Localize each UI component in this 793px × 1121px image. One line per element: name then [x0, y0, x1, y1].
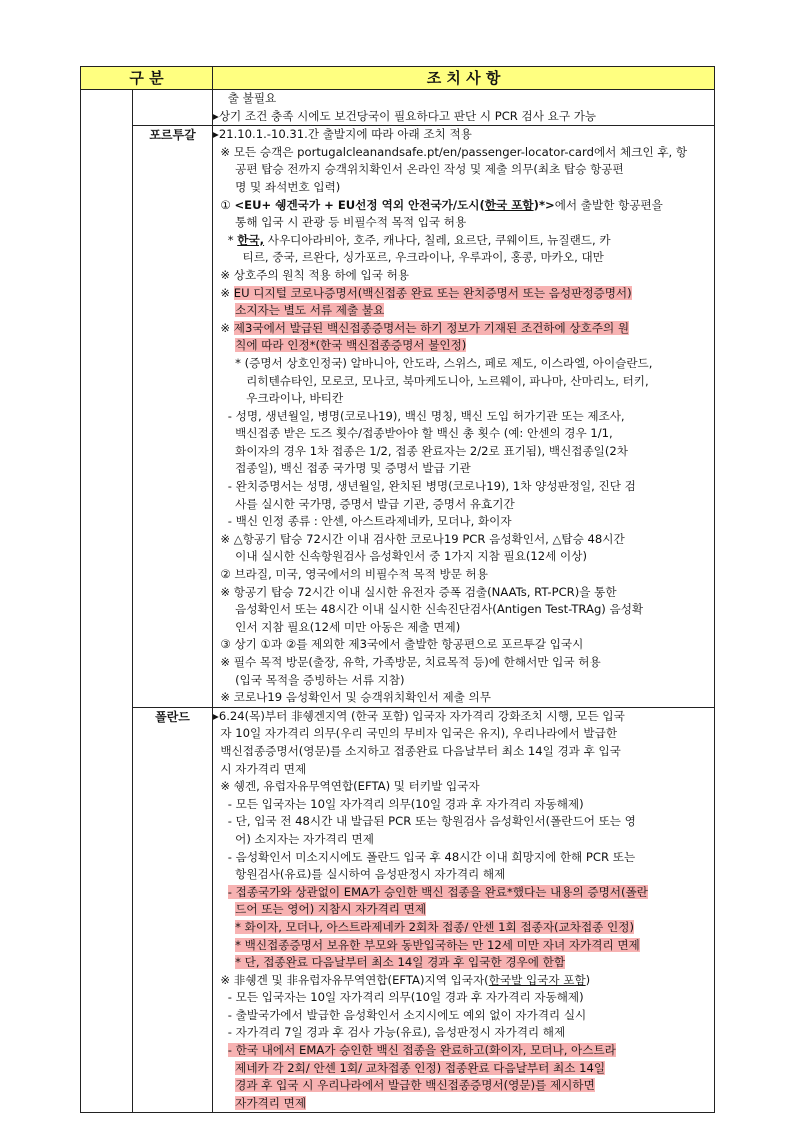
- text-line: 백신접종 받은 도즈 횟수/접종받아야 할 백신 총 횟수 (예: 안센의 경우 1/1,: [213, 426, 613, 441]
- table-row-continued: [81, 90, 715, 126]
- text-line: 리히텐슈타인, 모로코, 모나코, 북마케도니아, 노르웨이, 파나마, 산마리노, 터키,: [213, 373, 649, 388]
- text-span: [213, 1078, 235, 1092]
- text-span: *: [213, 232, 238, 247]
- text-line: [213, 232, 714, 250]
- text-line: [213, 302, 714, 320]
- header-measures: 조 치 사 항: [213, 67, 715, 90]
- text-line: ▸상기 조건 충족 시에도 보건당국이 필요하다고 판단 시 PCR 검사 요구 가능: [213, 108, 597, 123]
- text-span: 사우디아라비아, 호주, 캐나다, 칠레, 요르단, 쿠웨이트, 뉴질랜드, 카: [264, 232, 611, 247]
- text-line: - 백신 인정 종류 : 안센, 아스트라제네카, 모더나, 화이자: [213, 514, 512, 529]
- text-line: 화이자의 경우 1차 접종은 1/2, 접종 완료자는 2/2로 표기됨), 백신접종일(2차: [213, 443, 628, 458]
- country-cell-blank: [133, 90, 213, 126]
- text-line: 백신접종증명서(영문)를 소지하고 접종완료 다음날부터 최소 14일 경과 후 입국: [213, 743, 621, 758]
- text-line: 인서 지참 필요(12세 미만 아동은 제출 면제): [213, 619, 461, 634]
- underlined-span: 한국발 입국자 포함: [488, 972, 586, 987]
- text-line: [213, 197, 714, 215]
- text-line: ③ 상기 ①과 ②를 제외한 제3국에서 출발한 항공편으로 포르투갈 입국시: [213, 637, 584, 652]
- text-span: [213, 303, 235, 317]
- text-line: 어) 소지자는 자가격리 면제: [213, 831, 374, 846]
- highlighted-span: - 한국 내에서 EMA가 승인한 백신 접종을 완료하고(화이자, 모더나, 아스트라: [227, 1043, 616, 1058]
- text-line: [213, 919, 714, 937]
- text-span: 에서 출발한 항공편을: [554, 197, 663, 212]
- text-line: ▸21.10.1.-10.31.간 출발지에 따라 아래 조치 적용: [213, 127, 472, 142]
- portugal-content-cell: [213, 126, 715, 708]
- text-line: [213, 337, 714, 355]
- highlighted-span: - 접종국가와 상관없이 EMA가 승인한 백신 접종을 완료*했다는 내용의 증명서(폴란: [227, 884, 648, 899]
- text-span: [213, 1043, 228, 1057]
- text-line: ▸6.24(목)부터 非쉥겐지역 (한국 포함) 입국자 자가격리 강화조치 시행, 모든 입국: [213, 708, 625, 723]
- text-line: ※ 상호주의 원칙 적용 하에 입국 허용: [213, 267, 410, 282]
- measures-table: [80, 66, 715, 1113]
- text-line: (입국 목적을 증빙하는 서류 지참): [213, 672, 405, 687]
- text-span: [213, 1061, 235, 1075]
- continued-content-cell: [213, 90, 715, 126]
- text-line: [213, 972, 714, 990]
- text-line: - 완치증명서는 성명, 생년월일, 완치된 병명(코로나19), 1차 양성판정일, 진단 검: [213, 479, 636, 494]
- text-line: 우크라이나, 바티칸: [213, 391, 344, 406]
- text-line: [213, 1042, 714, 1060]
- text-span: ①: [213, 197, 235, 212]
- poland-content-cell: [213, 707, 715, 1113]
- text-span: [213, 938, 235, 952]
- text-span: [213, 920, 235, 934]
- text-line: ※ △항공기 탑승 72시간 이내 검사한 코로나19 PCR 음성확인서, △탑승 48시간: [213, 531, 625, 546]
- text-line: [213, 1060, 714, 1078]
- text-line: 접종일), 백신 접종 국가명 및 증명서 발급 기관: [213, 461, 471, 476]
- text-span: [213, 1096, 235, 1110]
- text-line: ※ 쉥겐, 유럽자유무역연합(EFTA) 및 터키발 입국자: [213, 779, 480, 794]
- text-line: 출 불필요: [213, 91, 277, 105]
- text-line: 명 및 좌석번호 입력): [213, 179, 341, 194]
- text-span: ): [585, 972, 591, 987]
- text-span: [213, 885, 228, 899]
- text-line: * (증명서 상호인정국) 알바니아, 안도라, 스위스, 페로 제도, 이스라엘, 아이슬란드,: [213, 355, 653, 370]
- text-line: [213, 901, 714, 919]
- highlighted-span: 자가격리 면제: [235, 1095, 307, 1110]
- highlighted-span: 제네카 각 2회/ 안센 1회/ 교차접종 인정) 접종완료 다음날부터 최소 14일: [235, 1060, 606, 1075]
- table-row-portugal: [81, 126, 715, 708]
- text-line: - 모든 입국자는 10일 자가격리 의무(10일 경과 후 자가격리 자동해제): [213, 796, 584, 811]
- bold-span: )*>: [533, 197, 555, 212]
- text-line: 음성확인서 또는 48시간 이내 실시한 신속진단검사(Antigen Test-TRAg) 음성확: [213, 602, 644, 617]
- text-line: 사를 실시한 국가명, 증명서 발급 기관, 증명서 유효기간: [213, 496, 515, 511]
- text-line: - 단, 입국 전 48시간 내 발급된 PCR 또는 항원검사 음성확인서(폴란드어 또는 영: [213, 814, 636, 829]
- text-line: ※ 모든 승객은 portugalcleanandsafe.pt/en/passenger-locator-card에서 체크인 후, 항: [213, 144, 688, 159]
- text-line: 공편 탑승 전까지 승객위치확인서 온라인 작성 및 제출 의무(최초 탑승 항공편: [213, 162, 624, 177]
- text-line: - 성명, 생년월일, 병명(코로나19), 백신 명칭, 백신 도입 허가기관 또는 제조사,: [213, 408, 625, 423]
- highlighted-span: * 화이자, 모더나, 아스트라제네카 2회차 접종/ 안센 1회 접종자(교차접종 인정): [235, 919, 634, 934]
- text-span: ※: [213, 320, 234, 335]
- text-span: [213, 902, 235, 916]
- text-line: [213, 1095, 714, 1113]
- text-line: [213, 884, 714, 902]
- country-name-poland: 폴란드: [133, 707, 213, 1113]
- highlighted-span: 드어 또는 영어) 지참시 자가격리 면제: [235, 902, 427, 917]
- highlighted-span: 경과 후 입국 시 우리나라에서 발급한 백신접종증명서(영문)를 제시하면: [235, 1078, 595, 1093]
- text-line: - 출발국가에서 발급한 음성확인서 소지시에도 예외 없이 자가격리 실시: [213, 1007, 587, 1022]
- country-name-portugal: 포르투갈: [133, 126, 213, 708]
- text-line: ※ 항공기 탑승 72시간 이내 실시한 유전자 증폭 검출(NAATs, RT-PCR)을 통한: [213, 584, 617, 599]
- text-line: ② 브라질, 미국, 영국에서의 비필수적 목적 방문 허용: [213, 567, 488, 582]
- text-line: ※ 코로나19 음성확인서 및 승객위치확인서 제출 의무: [213, 690, 491, 705]
- highlighted-span: 제3국에서 발급된 백신접종증명서는 하기 정보가 기재된 조건하에 상호주의 원: [233, 320, 630, 335]
- highlighted-span: EU 디지털 코로나증명서(백신접종 완료 또는 완치증명서 또는 음성판정증명서): [233, 285, 632, 300]
- text-line: [213, 285, 714, 303]
- text-line: 티르, 중국, 르완다, 싱가포르, 우크라이나, 우루과이, 홍콩, 마카오, 대만: [213, 250, 604, 265]
- text-line: [213, 1077, 714, 1095]
- blank-column-cell: [81, 90, 133, 1113]
- text-span: ※ 非쉥겐 및 非유럽자유무역연합(EFTA)지역 입국자(: [213, 972, 489, 987]
- text-line: - 자가격리 7일 경과 후 검사 가능(유료), 음성판정시 자가격리 해제: [213, 1025, 566, 1040]
- highlighted-span: 칙에 따라 인정*(한국 백신접종증명서 불인정): [235, 338, 467, 353]
- header-row: [81, 67, 715, 90]
- text-line: 통해 입국 시 관광 등 비필수적 목적 입국 허용: [213, 215, 467, 230]
- text-line: - 음성확인서 미소지시에도 폴란드 입국 후 48시간 이내 희망지에 한해 PCR 또는: [213, 849, 636, 864]
- highlighted-span: * 백신접종증명서 보유한 부모와 동반입국하는 만 12세 미만 자녀 자가격리 면제: [235, 937, 640, 952]
- text-line: 항원검사(유료)를 실시하여 음성판정시 자가격리 해제: [213, 867, 506, 882]
- text-line: 시 자가격리 면제: [213, 761, 307, 776]
- underlined-span: 한국,: [237, 232, 265, 247]
- text-line: [213, 320, 714, 338]
- table-row-poland: [81, 707, 715, 1113]
- bold-span: <EU+ 쉥겐국가 + EU선정 역외 안전국가/도시(: [234, 197, 485, 212]
- header-category: 구 분: [81, 67, 213, 90]
- text-line: [213, 954, 714, 972]
- underlined-span: 한국 포함: [484, 197, 534, 212]
- text-span: [213, 338, 235, 352]
- text-span: [213, 955, 235, 969]
- text-span: ※: [213, 285, 234, 300]
- highlighted-span: * 단, 접종완료 다음날부터 최소 14일 경과 후 입국한 경우에 한함: [235, 955, 566, 970]
- text-line: - 모든 입국자는 10일 자가격리 의무(10일 경과 후 자가격리 자동해제): [213, 990, 584, 1005]
- text-line: 이내 실시한 신속항원검사 음성확인서 중 1가지 지참 필요(12세 이상): [213, 549, 587, 564]
- highlighted-span: 소지자는 별도 서류 제출 불요: [235, 303, 385, 318]
- text-line: ※ 필수 목적 방문(출장, 유학, 가족방문, 치료목적 등)에 한해서만 입국 허용: [213, 655, 601, 669]
- text-line: 자 10일 자가격리 의무(우리 국민의 무비자 입국은 유지), 우리나라에서 발급한: [213, 726, 618, 741]
- text-line: [213, 937, 714, 955]
